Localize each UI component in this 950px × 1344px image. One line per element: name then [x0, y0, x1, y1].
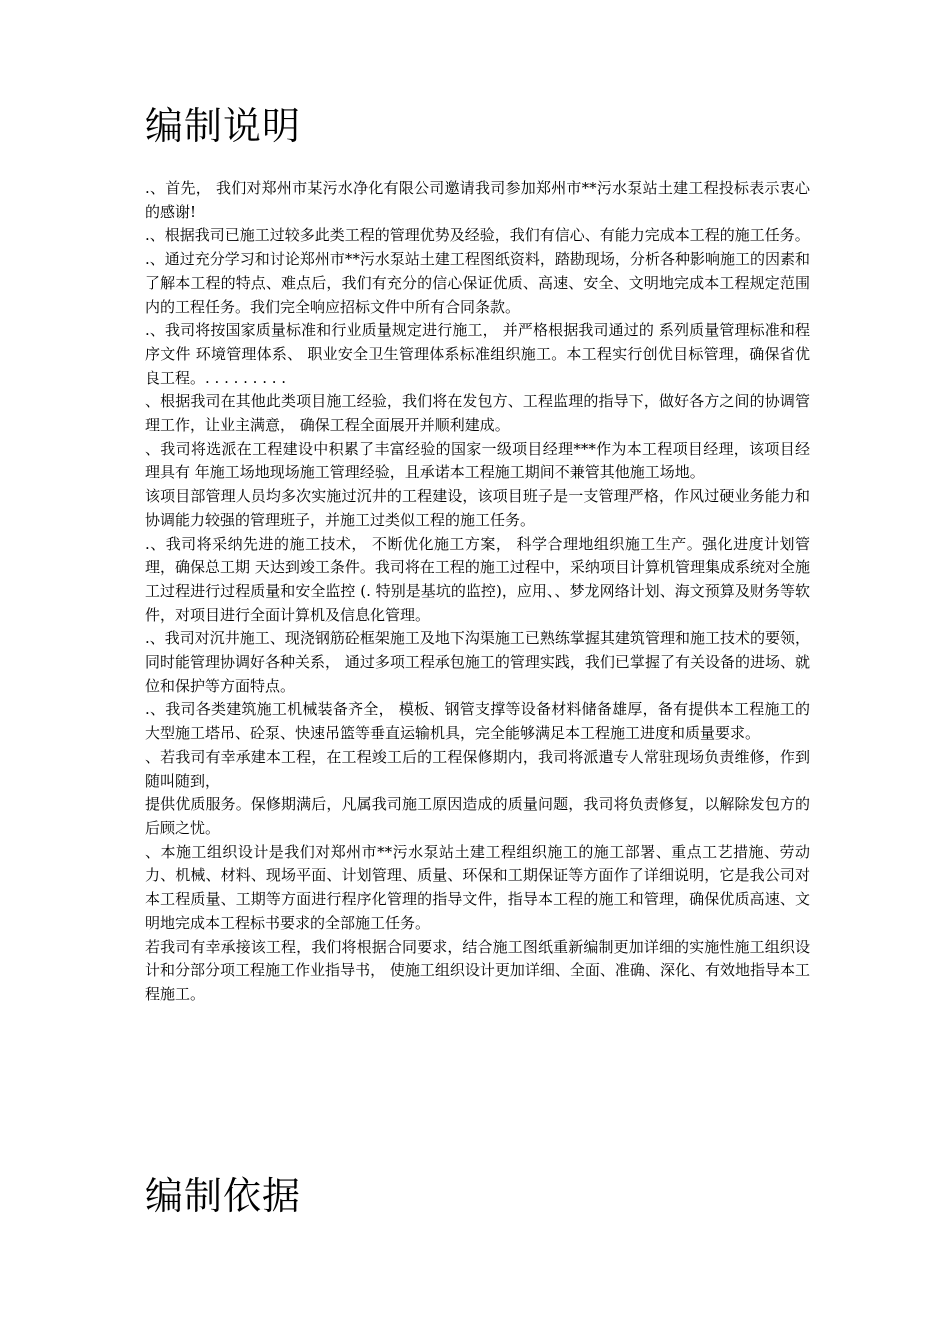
section-title-compilation-notes: 编制说明: [145, 104, 302, 148]
paragraph: .、根据我司已施工过较多此类工程的管理优势及经验，我们有信心、有能力完成本工程的施工任务。: [145, 226, 810, 245]
paragraph: 提供优质服务。保修期满后，凡属我司施工原因造成的质量问题，我司将负责修复，以解除发包方的后顾之忧。: [145, 795, 810, 837]
paragraph: .、我司各类建筑施工机械装备齐全， 模板、钢管支撑等设备材料储备雄厚，备有提供本工程施工的大型施工塔吊、砼泵、快速吊篮等垂直运输机具，完全能够满足本工程施工进度和质量要求。: [145, 700, 810, 743]
paragraph: 、我司将选派在工程建设中积累了丰富经验的国家一级项目经理***作为本工程项目经理，该项目经理具有 年施工场地现场施工管理经验，且承诺本工程施工期间不兼管其他施工场地。: [145, 439, 810, 482]
section-title-compilation-basis: 编制依据: [145, 1174, 302, 1218]
body-text: [145, 177, 810, 1007]
paragraph: .、首先， 我们对郑州市某污水净化有限公司邀请我司参加郑州市**污水泵站土建工程投标表示衷心的感谢!: [145, 179, 810, 221]
paragraph: 该项目部管理人员均多次实施过沉井的工程建设，该项目班子是一支管理严格，作风过硬业务能力和协调能力较强的管理班子，并施工过类似工程的施工任务。: [145, 487, 810, 529]
paragraph: 、本施工组织设计是我们对郑州市**污水泵站土建工程组织施工的施工部署、重点工艺措施、劳动力、机械、材料、现场平面、计划管理、质量、环保和工期保证等方面作了详细说明，它是我公司对本工程质量、工期等方面进行程序化管理的指导文件，指导本工程的施工和管理，确保优质高速、文明地完成本工程标书要求的全部施工任务。: [145, 842, 810, 932]
paragraph: 、根据我司在其他此类项目施工经验，我们将在发包方、工程监理的指导下，做好各方之间的协调管理工作，让业主满意， 确保工程全面展开并顺利建成。: [145, 392, 810, 435]
paragraph: .、我司对沉井施工、现浇钢筋砼框架施工及地下沟渠施工已熟练掌握其建筑管理和施工技术的要领，同时能管理协调好各种关系， 通过多项工程承包施工的管理实践，我们已掌握了有关设备的进场、就位和保护等方面特点。: [145, 629, 810, 695]
paragraph: .、我司将采纳先进的施工技术， 不断优化施工方案， 科学合理地组织施工生产。强化进度计划管理，确保总工期 天达到竣工条件。我司将在工程的施工过程中，采纳项目计算机管理集成系统对全施工过程进行过程质量和安全监控 (. 特别是基坑的监控)，应用、、梦龙网络计划、海文预算及财务等软件，对项目进行全面计算机及信息化管理。: [145, 534, 810, 624]
paragraph: .、通过充分学习和讨论郑州市**污水泵站土建工程图纸资料，踏勘现场，分析各种影响施工的因素和了解本工程的特点、难点后，我们有充分的信心保证优质、高速、安全、文明地完成本工程规定范围内的工程任务。我们完全响应招标文件中所有合同条款。: [145, 250, 810, 316]
paragraph: 、若我司有幸承建本工程，在工程竣工后的工程保修期内，我司将派遣专人常驻现场负责维修，作到随叫随到，: [145, 747, 810, 790]
paragraph: .、我司将按国家质量标准和行业质量规定进行施工， 并严格根据我司通过的 系列质量管理标准和程序文件 环境管理体系、 职业安全卫生管理体系标准组织施工。本工程实行创优目标管理，确保省优良工程。. . . . . . . . .: [145, 321, 810, 387]
paragraph: 若我司有幸承接该工程，我们将根据合同要求，结合施工图纸重新编制更加详细的实施性施工组织设计和分部分项工程施工作业指导书， 使施工组织设计更加详细、全面、准确、深化、有效地指导本工程施工。: [145, 937, 810, 1003]
